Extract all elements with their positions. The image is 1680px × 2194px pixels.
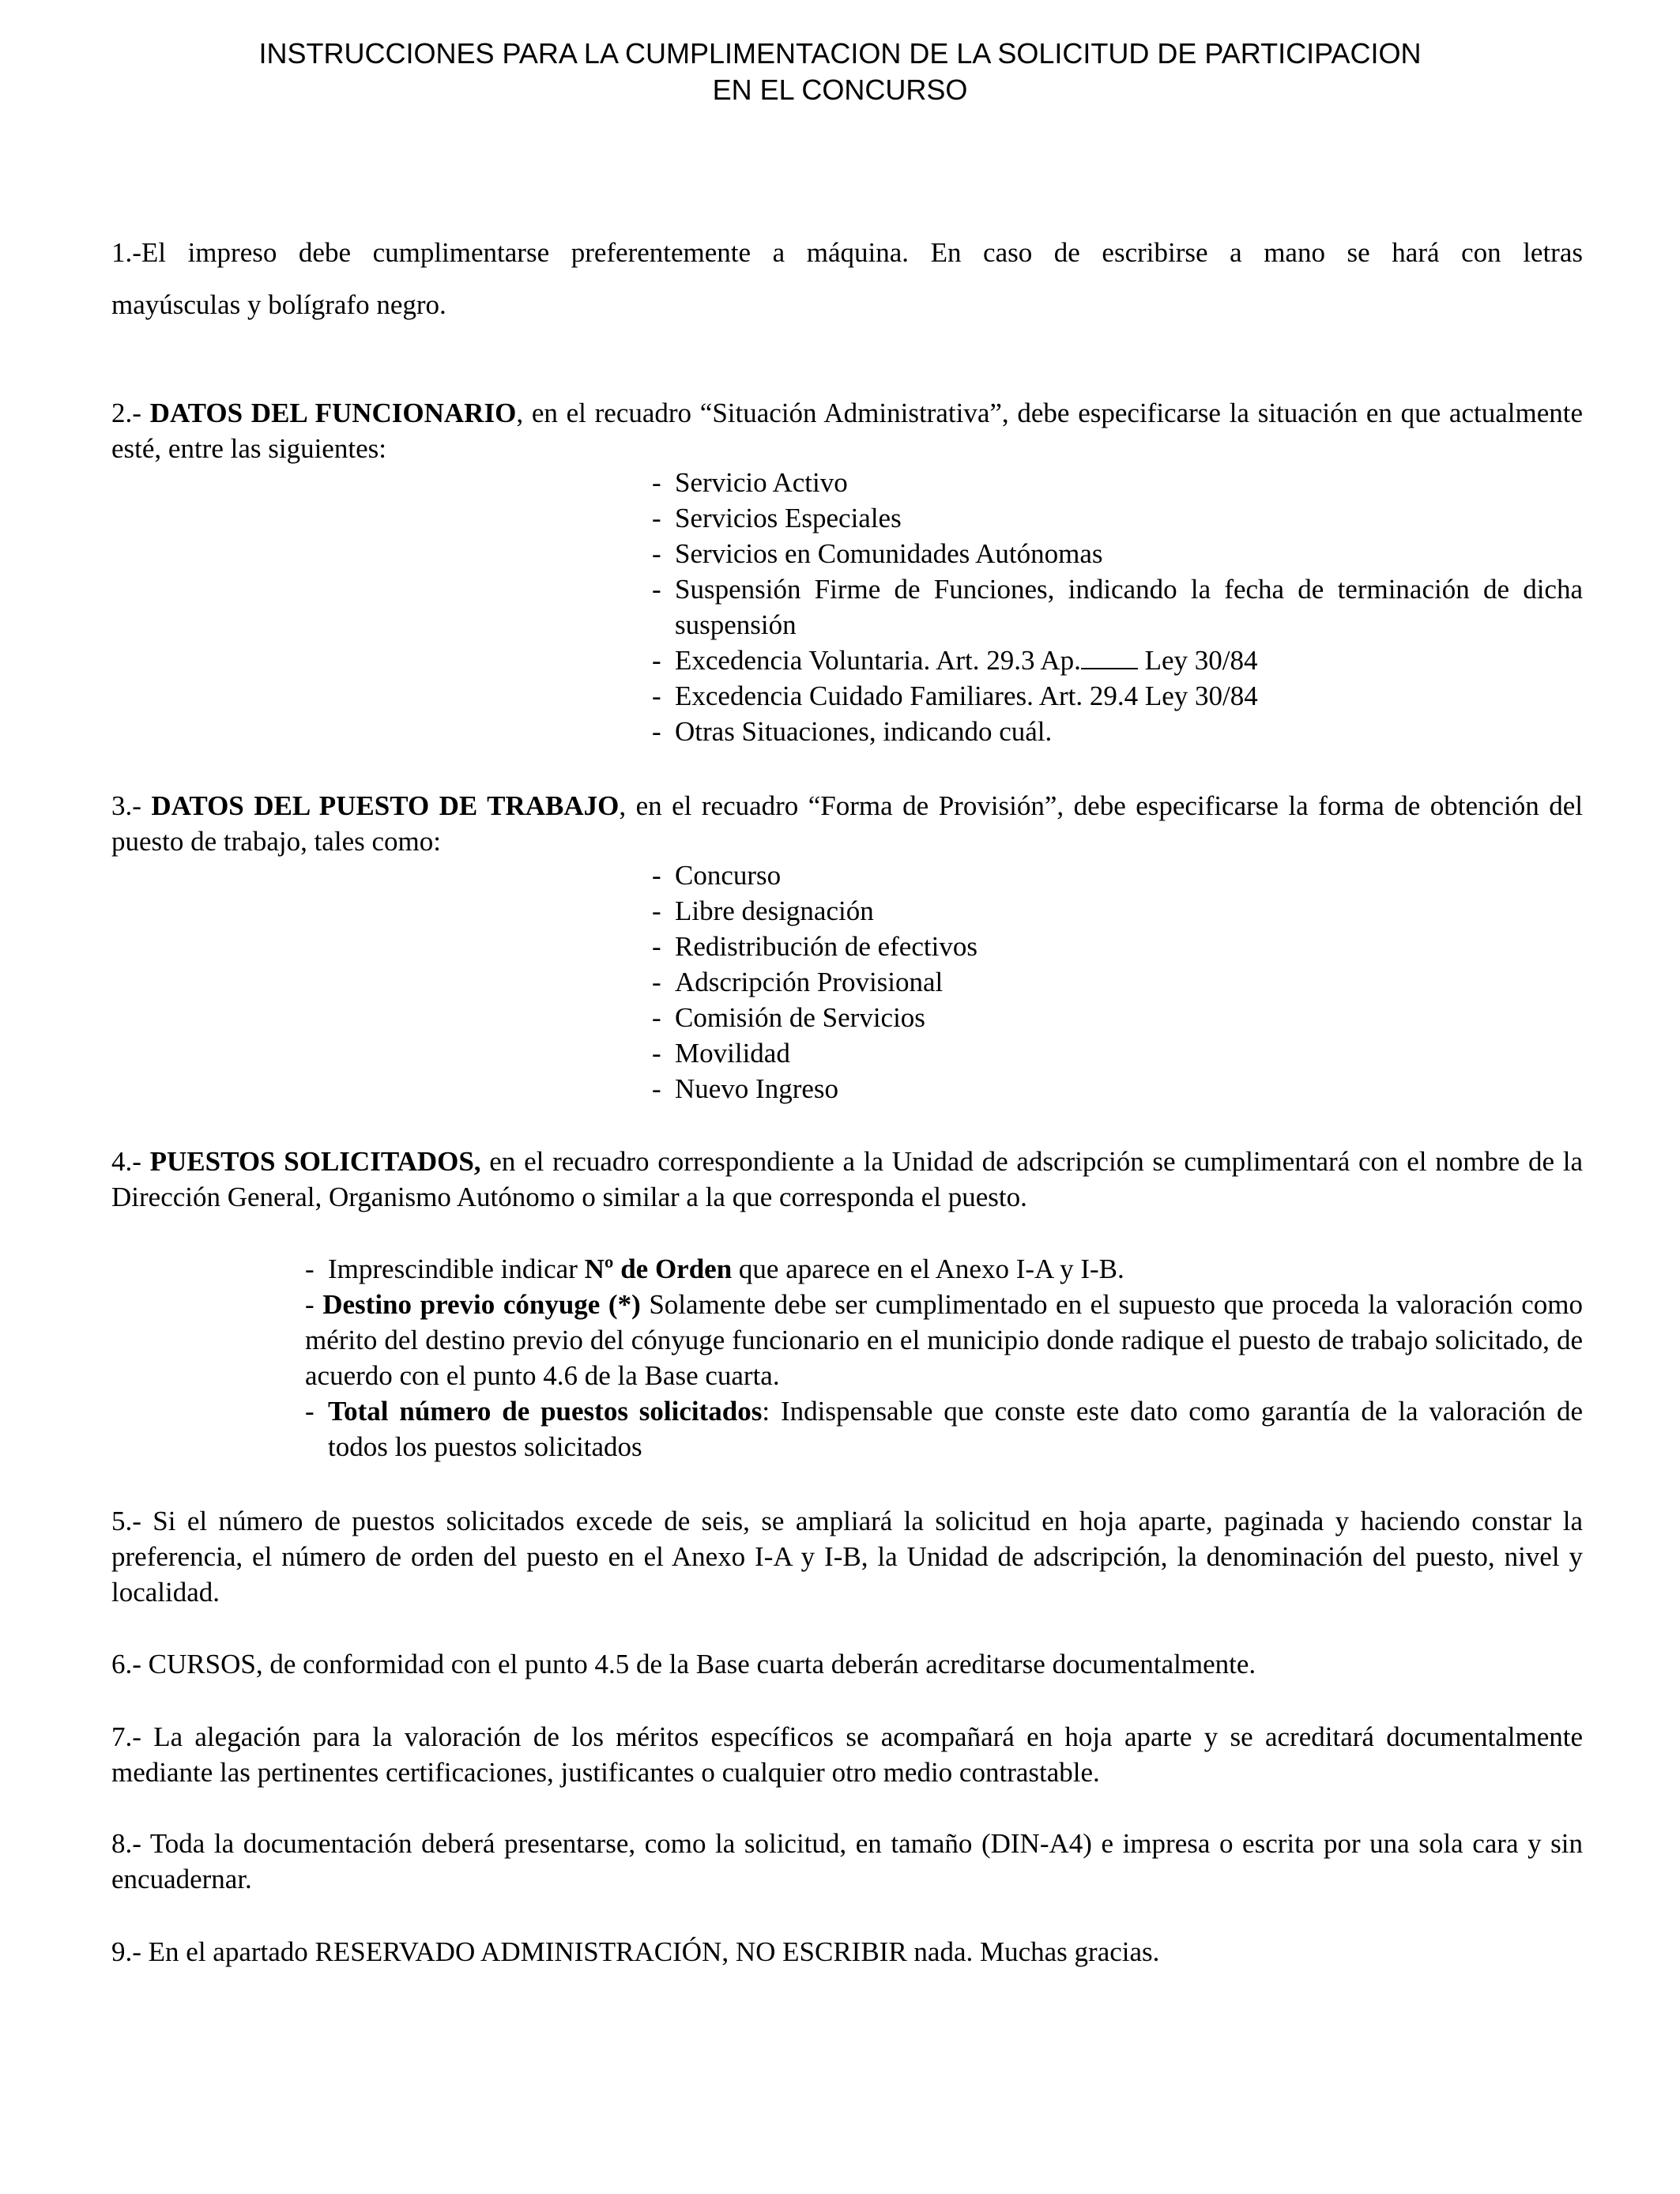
instruction-2-number: 2.- <box>111 398 141 428</box>
instruction-6: 6.- CURSOS, de conformidad con el punto 4.5 de la Base cuarta deberán acreditarse documentalmente. <box>111 1649 1256 1679</box>
list-dash: - <box>652 716 661 747</box>
administrative-situation-list <box>652 465 1583 749</box>
list-item: - Nuevo Ingreso <box>652 1071 1583 1106</box>
instruction-5: 5.- Si el número de puestos solicitados excede de seis, se ampliará la solicitud en hoja aparte, paginada y haciendo constar la preferencia, el número de orden del puesto en el Anexo I-A y I-B, la Unidad de adscripción, la denominación del puesto, nivel y localidad. <box>111 1506 1583 1608</box>
list-item: - Comisión de Servicios <box>652 1000 1583 1035</box>
list-item: - Servicios en Comunidades Autónomas <box>652 536 1583 571</box>
list-dash: - <box>652 931 661 962</box>
instruction-3 <box>111 788 1583 859</box>
instruction-4-heading: PUESTOS SOLICITADOS, <box>149 1146 481 1177</box>
list-dash: - <box>652 1002 661 1033</box>
list-dash: - <box>652 1038 661 1069</box>
list-item: - Servicio Activo <box>652 465 1583 500</box>
list-dash: - <box>652 503 661 533</box>
document-title-line-1: INSTRUCCIONES PARA LA CUMPLIMENTACION DE LA SOLICITUD DE PARTICIPACION <box>258 37 1422 70</box>
list-dash: - <box>305 1289 315 1320</box>
list-dash: - <box>652 967 661 997</box>
list-dash: - <box>652 680 661 711</box>
list-dash: - <box>652 645 661 676</box>
requested-posts-notes-list <box>305 1251 1583 1465</box>
list-item: - Excedencia Voluntaria. Art. 29.3 Ap. Ley 30/84 <box>652 643 1583 678</box>
document-title-line-2: EN EL CONCURSO <box>712 74 968 106</box>
list-dash: - <box>652 1073 661 1104</box>
list-dash: - <box>652 860 661 891</box>
instruction-3-heading: DATOS DEL PUESTO DE TRABAJO <box>151 790 620 821</box>
instruction-2 <box>111 395 1583 466</box>
list-item: - Imprescindible indicar Nº de Orden que aparece en el Anexo I-A y I-B. <box>305 1251 1583 1287</box>
instruction-2-heading: DATOS DEL FUNCIONARIO <box>149 398 517 428</box>
list-item: - Otras Situaciones, indicando cuál. <box>652 714 1583 749</box>
list-dash: - <box>652 895 661 926</box>
instruction-9: 9.- En el apartado RESERVADO ADMINISTRACIÓN, NO ESCRIBIR nada. Muchas gracias. <box>111 1936 1160 1967</box>
list-dash: - <box>305 1253 315 1284</box>
list-item: - Adscripción Provisional <box>652 964 1583 1000</box>
instruction-4 <box>111 1144 1583 1215</box>
instruction-4-text: en el recuadro correspondiente a la Unidad de adscripción se cumplimentará con el nombre de la Dirección General, Organismo Autónomo o similar a la que corresponda el puesto. <box>111 1146 1583 1212</box>
list-item: - Libre designación <box>652 893 1583 929</box>
list-item: - Total número de puestos solicitados: Indispensable que conste este dato como garantía de la valoración de todos los puestos solicitados <box>305 1393 1583 1465</box>
list-item: - Suspensión Firme de Funciones, indicando la fecha de terminación de dicha suspensión <box>652 571 1583 643</box>
list-item: - Concurso <box>652 858 1583 893</box>
list-dash: - <box>652 538 661 569</box>
list-item: - Movilidad <box>652 1035 1583 1071</box>
list-item: - Servicios Especiales <box>652 500 1583 536</box>
instruction-1-line-1: 1.-El impreso debe cumplimentarse preferentemente a máquina. En caso de escribirse a mano se hará con letras <box>111 237 1583 268</box>
instruction-8: 8.- Toda la documentación deberá presentarse, como la solicitud, en tamaño (DIN-A4) e impresa o escrita por una sola cara y sin encuadernar. <box>111 1828 1583 1894</box>
instruction-3-number: 3.- <box>111 790 141 821</box>
instruction-7: 7.- La alegación para la valoración de los méritos específicos se acompañará en hoja aparte y se acreditará documentalmente mediante las pertinentes certificaciones, justificantes o cualquier otro medio contrastable. <box>111 1721 1583 1788</box>
instruction-2-text: , en el recuadro “Situación Administrativa”, debe especificarse la situación en que actualmente esté, entre las siguientes: <box>111 398 1583 464</box>
list-dash: - <box>652 467 661 498</box>
list-dash: - <box>305 1396 315 1427</box>
fill-in-blank <box>1081 644 1138 669</box>
instruction-1-line-2: mayúsculas y bolígrafo negro. <box>111 289 446 320</box>
instruction-4-number: 4.- <box>111 1146 141 1177</box>
instruction-3-text: , en el recuadro “Forma de Provisión”, debe especificarse la forma de obtención del puesto de trabajo, tales como: <box>111 790 1583 857</box>
list-item: - Excedencia Cuidado Familiares. Art. 29.4 Ley 30/84 <box>652 678 1583 714</box>
list-item: - Redistribución de efectivos <box>652 929 1583 964</box>
list-dash: - <box>652 574 661 605</box>
provision-form-list <box>652 858 1583 1106</box>
list-item: - Destino previo cónyuge (*) Solamente debe ser cumplimentado en el supuesto que proceda la valoración como mérito del destino previo del cónyuge funcionario en el municipio donde radique el puesto de trabajo solicitado, de acuerdo con el punto 4.6 de la Base cuarta. <box>305 1289 1583 1391</box>
